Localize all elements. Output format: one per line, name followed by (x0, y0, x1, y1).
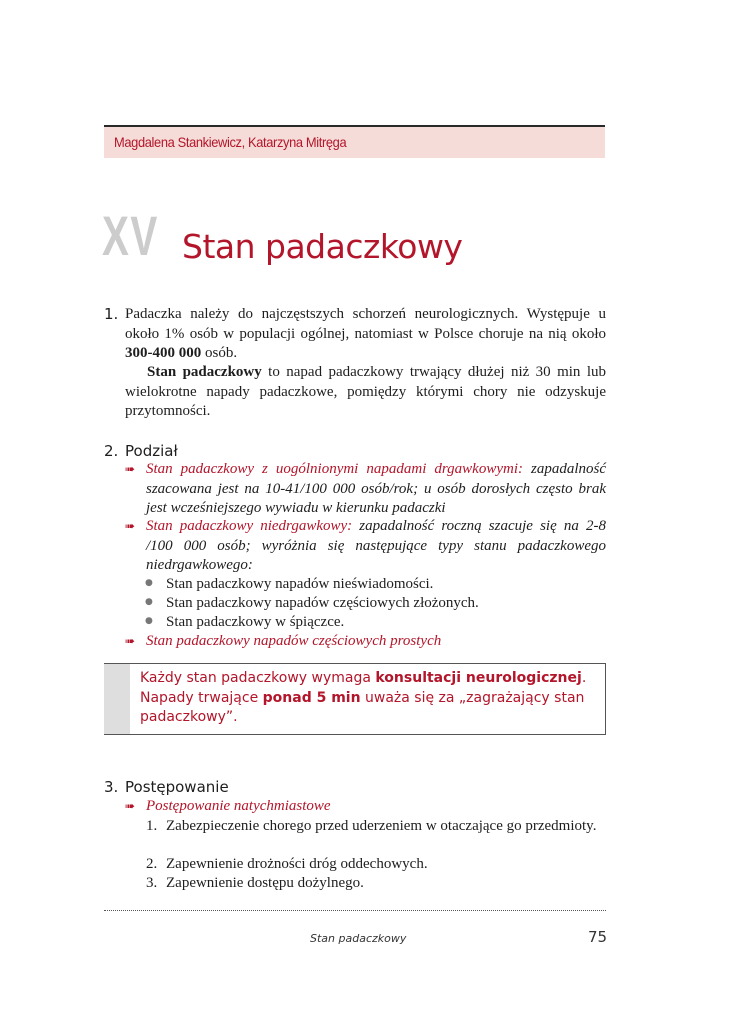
section-3-heading: Postępowanie (125, 778, 229, 796)
arrow-right-icon: ➠ (125, 799, 136, 813)
list-item: Stan padaczkowy napadów nieświadomości. (166, 576, 434, 592)
section-3-number: 3. (104, 778, 119, 796)
chapter-number: XV (102, 204, 159, 267)
step-text: Zapewnienie dostępu dożylnego. (166, 875, 364, 891)
step-number: 3. (146, 875, 158, 891)
author-bar (104, 125, 605, 158)
section-1-number: 1. (104, 305, 119, 323)
bullet-dot-icon: ● (145, 578, 153, 588)
authors: Magdalena Stankiewicz, Katarzyna Mitręga (114, 134, 347, 150)
division-item-2: Stan padaczkowy niedrgawkowy: zapadalność roczną szacuje się na 2-8 /100 000 osób; wyróżnia się następujące typy stanu padaczkowego niedrgawkowego: (146, 518, 606, 573)
section-2-heading: Podział (125, 442, 178, 460)
callout-text: Każdy stan padaczkowy wymaga konsultacji neurologicznej. Napady trwające ponad 5 min uważa się za „zagrażający stan padaczkowy”. (140, 670, 587, 725)
step-text: Zapewnienie drożności dróg oddechowych. (166, 856, 428, 872)
arrow-right-icon: ➠ (125, 634, 136, 648)
procedure-subheading: Postępowanie natychmiastowe (146, 798, 331, 814)
list-item: Stan padaczkowy w śpiączce. (166, 614, 345, 630)
step-number: 1. (146, 818, 158, 834)
arrow-right-icon: ➠ (125, 519, 136, 533)
page-number: 75 (588, 928, 608, 946)
footer-title: Stan padaczkowy (310, 932, 407, 945)
division-item-1: Stan padaczkowy z uogólnionymi napadami drgawkowymi: zapadalność szacowana jest na 10-41/100 000 osób/rok; u osób dorosłych często brak jest wcześniejszego wywiadu w kierunku padaczki (146, 461, 606, 516)
step-number: 2. (146, 856, 158, 872)
bullet-dot-icon: ● (145, 616, 153, 626)
arrow-right-icon: ➠ (125, 462, 136, 476)
chapter-title: Stan padaczkowy (182, 227, 463, 266)
bullet-dot-icon: ● (145, 597, 153, 607)
footer-divider (104, 910, 606, 911)
step-text: Zabezpieczenie chorego przed uderzeniem w otaczające go przedmioty. (166, 818, 597, 834)
callout-box (104, 663, 606, 735)
section-2-number: 2. (104, 442, 119, 460)
callout-accent-bar (104, 664, 130, 734)
section-1-paragraph-2: Stan padaczkowy to napad padaczkowy trwający dłużej niż 30 min lub wielokrotne napady padaczkowe, pomiędzy którymi chory nie odzyskuje przytomności. (125, 364, 606, 419)
list-item: Stan padaczkowy napadów częściowych złożonych. (166, 595, 479, 611)
section-1-paragraph-1: Padaczka należy do najczęstszych schorzeń neurologicznych. Występuje u około 1% osób w populacji ogólnej, natomiast w Polsce choruje na nią około 300-400 000 osób. (125, 306, 606, 361)
division-item-3: Stan padaczkowy napadów częściowych prostych (146, 633, 442, 649)
